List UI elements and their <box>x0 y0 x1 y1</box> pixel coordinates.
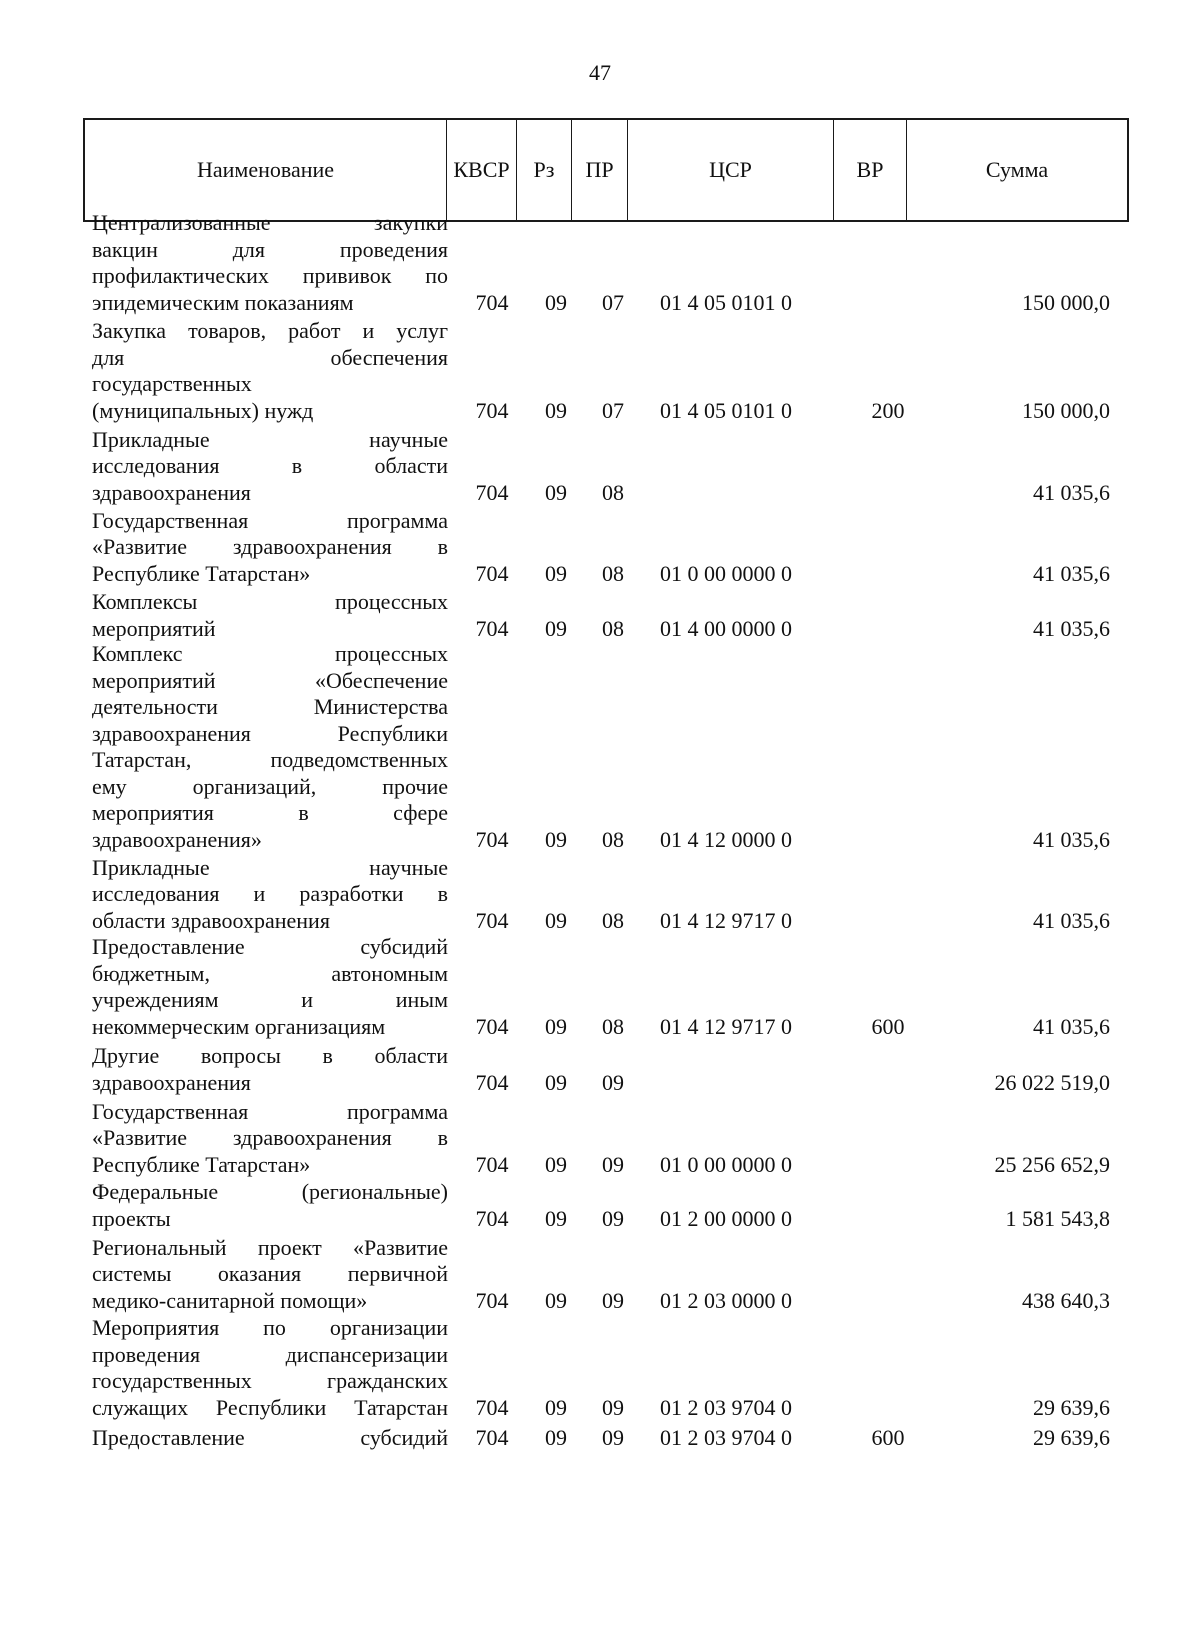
row-sum: 1 581 543,8 <box>1005 1205 1110 1231</box>
row-name-line: Комплекс процессных <box>92 641 448 666</box>
row-name-line: Мероприятия по организации <box>92 1315 448 1340</box>
row-name-line: бюджетным, автономным <box>92 960 448 986</box>
row-csr: 01 4 12 9717 0 <box>660 1013 792 1039</box>
row-sum: 26 022 519,0 <box>994 1069 1110 1095</box>
row-pr: 08 <box>602 479 624 505</box>
row-name-line: области здравоохранения <box>92 907 330 933</box>
row-rz: 09 <box>545 1394 567 1420</box>
row-pr: 09 <box>602 1151 624 1177</box>
row-name <box>92 1043 448 1096</box>
row-sum: 41 035,6 <box>1033 560 1110 586</box>
row-name-line: Предоставление субсидий <box>92 1424 448 1450</box>
row-name-line: Другие вопросы в области <box>92 1043 448 1068</box>
row-csr: 01 4 12 0000 0 <box>660 826 792 852</box>
row-name-line: исследования и разработки в <box>92 881 448 906</box>
row-name-line: Комплексы процессных <box>92 589 448 614</box>
row-vr: 600 <box>871 1424 905 1450</box>
row-rz: 09 <box>545 397 567 423</box>
row-sum: 150 000,0 <box>1022 289 1110 315</box>
table-row <box>0 1235 1200 1315</box>
row-kvsr: 704 <box>475 1424 509 1450</box>
table-row <box>0 1099 1200 1179</box>
row-name <box>92 855 448 935</box>
row-sum: 150 000,0 <box>1022 397 1110 423</box>
row-name <box>92 1179 448 1232</box>
row-name-line: эпидемическим показаниям <box>92 289 354 315</box>
row-name-line: Федеральные (региональные) <box>92 1179 448 1204</box>
row-rz: 09 <box>545 289 567 315</box>
row-name-line: учреждениям и иным <box>92 987 448 1012</box>
row-sum: 41 035,6 <box>1033 479 1110 505</box>
row-sum: 29 639,6 <box>1033 1424 1110 1450</box>
row-name <box>92 508 448 588</box>
row-rz: 09 <box>545 907 567 933</box>
row-name-line: Региональный проект «Развитие <box>92 1234 448 1260</box>
row-name-line: некоммерческим организациям <box>92 1013 386 1039</box>
table-row <box>0 855 1200 935</box>
row-kvsr: 704 <box>475 1287 509 1313</box>
row-csr: 01 0 00 0000 0 <box>660 1151 792 1177</box>
row-name <box>92 589 448 642</box>
header-pr: ПР <box>572 120 628 220</box>
row-name <box>92 427 448 507</box>
row-name-line: мероприятий <box>92 615 216 641</box>
row-csr: 01 2 03 0000 0 <box>660 1287 792 1313</box>
row-name-line: «Развитие здравоохранения в <box>92 1125 448 1150</box>
row-vr: 600 <box>871 1013 905 1039</box>
row-name <box>92 1315 448 1421</box>
row-rz: 09 <box>545 615 567 641</box>
row-name-line: Закупка товаров, работ и услуг <box>92 318 448 343</box>
row-rz: 09 <box>545 1287 567 1313</box>
row-kvsr: 704 <box>475 289 509 315</box>
row-kvsr: 704 <box>475 1394 509 1420</box>
row-kvsr: 704 <box>475 397 509 423</box>
row-name <box>92 1235 448 1315</box>
row-name-line: Прикладные научные <box>92 426 448 452</box>
row-pr: 08 <box>602 826 624 852</box>
table-row <box>0 210 1200 316</box>
row-name-line: деятельности Министерства <box>92 694 448 719</box>
table-row <box>0 1043 1200 1096</box>
row-csr: 01 4 05 0101 0 <box>660 289 792 315</box>
row-sum: 41 035,6 <box>1033 615 1110 641</box>
row-csr: 01 2 03 9704 0 <box>660 1424 792 1450</box>
row-name-line: Республике Татарстан» <box>92 560 311 586</box>
row-csr: 01 0 00 0000 0 <box>660 560 792 586</box>
row-rz: 09 <box>545 479 567 505</box>
row-kvsr: 704 <box>475 826 509 852</box>
row-kvsr: 704 <box>475 1151 509 1177</box>
row-name <box>92 1099 448 1179</box>
row-name-line: проведения диспансеризации <box>92 1341 448 1367</box>
table-row <box>0 318 1200 424</box>
header-sum: Сумма <box>985 157 1049 182</box>
row-name-line: здравоохранения Республики <box>92 720 448 746</box>
row-name-line: Татарстан, подведомственных <box>92 747 448 772</box>
row-name-line: здравоохранения <box>92 479 251 505</box>
row-kvsr: 704 <box>475 1069 509 1095</box>
row-name <box>92 318 448 424</box>
row-pr: 09 <box>602 1424 624 1450</box>
row-pr: 08 <box>602 1013 624 1039</box>
row-sum: 29 639,6 <box>1033 1394 1110 1420</box>
table-row <box>0 589 1200 642</box>
row-rz: 09 <box>545 1424 567 1450</box>
header-kvsr: КВСР <box>447 120 517 220</box>
row-name-line: государственных <box>92 371 252 396</box>
row-pr: 08 <box>602 907 624 933</box>
row-vr: 200 <box>871 397 905 423</box>
row-name-line: здравоохранения» <box>92 826 262 852</box>
row-name <box>92 1425 448 1452</box>
row-rz: 09 <box>545 1013 567 1039</box>
row-pr: 07 <box>602 289 624 315</box>
table-row <box>0 508 1200 588</box>
row-name-line: «Развитие здравоохранения в <box>92 534 448 559</box>
row-kvsr: 704 <box>475 1205 509 1231</box>
row-rz: 09 <box>545 560 567 586</box>
row-sum: 25 256 652,9 <box>994 1151 1110 1177</box>
table-row <box>0 641 1200 853</box>
row-name-line: для обеспечения <box>92 344 448 370</box>
row-name-line: государственных гражданских <box>92 1368 448 1393</box>
table-row <box>0 1179 1200 1232</box>
table-row <box>0 1425 1200 1452</box>
table-row <box>0 934 1200 1040</box>
header-vr: ВР <box>834 120 907 220</box>
row-name-line: здравоохранения <box>92 1069 251 1095</box>
row-kvsr: 704 <box>475 560 509 586</box>
row-name-line: Республике Татарстан» <box>92 1151 311 1177</box>
row-kvsr: 704 <box>475 907 509 933</box>
row-rz: 09 <box>545 1069 567 1095</box>
row-pr: 09 <box>602 1394 624 1420</box>
row-csr: 01 4 05 0101 0 <box>660 397 792 423</box>
row-name-line: ему организаций, прочие <box>92 773 448 799</box>
row-pr: 09 <box>602 1205 624 1231</box>
row-name <box>92 641 448 853</box>
row-name-line: системы оказания первичной <box>92 1261 448 1286</box>
row-sum: 41 035,6 <box>1033 1013 1110 1039</box>
table-row <box>0 1315 1200 1421</box>
row-kvsr: 704 <box>475 615 509 641</box>
row-csr: 01 2 03 9704 0 <box>660 1394 792 1420</box>
row-csr: 01 2 00 0000 0 <box>660 1205 792 1231</box>
row-name-line: мероприятия в сфере <box>92 800 448 825</box>
row-kvsr: 704 <box>475 479 509 505</box>
row-pr: 09 <box>602 1287 624 1313</box>
row-name-line: проекты <box>92 1205 171 1231</box>
page-number: 47 <box>589 60 611 85</box>
row-pr: 07 <box>602 397 624 423</box>
row-rz: 09 <box>545 1205 567 1231</box>
row-name-line: Государственная программа <box>92 1098 448 1124</box>
row-rz: 09 <box>545 826 567 852</box>
row-rz: 09 <box>545 1151 567 1177</box>
header-name: Наименование <box>85 120 447 220</box>
row-name-line: Предоставление субсидий <box>92 934 448 959</box>
header-csr: ЦСР <box>628 120 834 220</box>
row-name-line: (муниципальных) нужд <box>92 397 314 423</box>
row-name-line: профилактических прививок по <box>92 263 448 288</box>
row-name <box>92 210 448 316</box>
row-name-line: исследования в области <box>92 453 448 478</box>
row-pr: 08 <box>602 560 624 586</box>
row-name-line: Прикладные научные <box>92 854 448 880</box>
row-name-line: служащих Республики Татарстан <box>92 1394 448 1420</box>
row-pr: 09 <box>602 1069 624 1095</box>
row-name-line: мероприятий «Обеспечение <box>92 667 448 693</box>
row-name-line: вакцин для проведения <box>92 236 448 262</box>
row-sum: 41 035,6 <box>1033 907 1110 933</box>
row-csr: 01 4 12 9717 0 <box>660 907 792 933</box>
row-sum: 41 035,6 <box>1033 826 1110 852</box>
row-name-line: медико-санитарной помощи» <box>92 1287 368 1313</box>
row-kvsr: 704 <box>475 1013 509 1039</box>
table-row <box>0 427 1200 507</box>
row-pr: 08 <box>602 615 624 641</box>
header-rz: Рз <box>517 120 572 220</box>
row-sum: 438 640,3 <box>1022 1287 1110 1313</box>
row-csr: 01 4 00 0000 0 <box>660 615 792 641</box>
row-name-line: Государственная программа <box>92 507 448 533</box>
row-name-line: Централизованные закупки <box>92 210 448 235</box>
row-name <box>92 934 448 1040</box>
